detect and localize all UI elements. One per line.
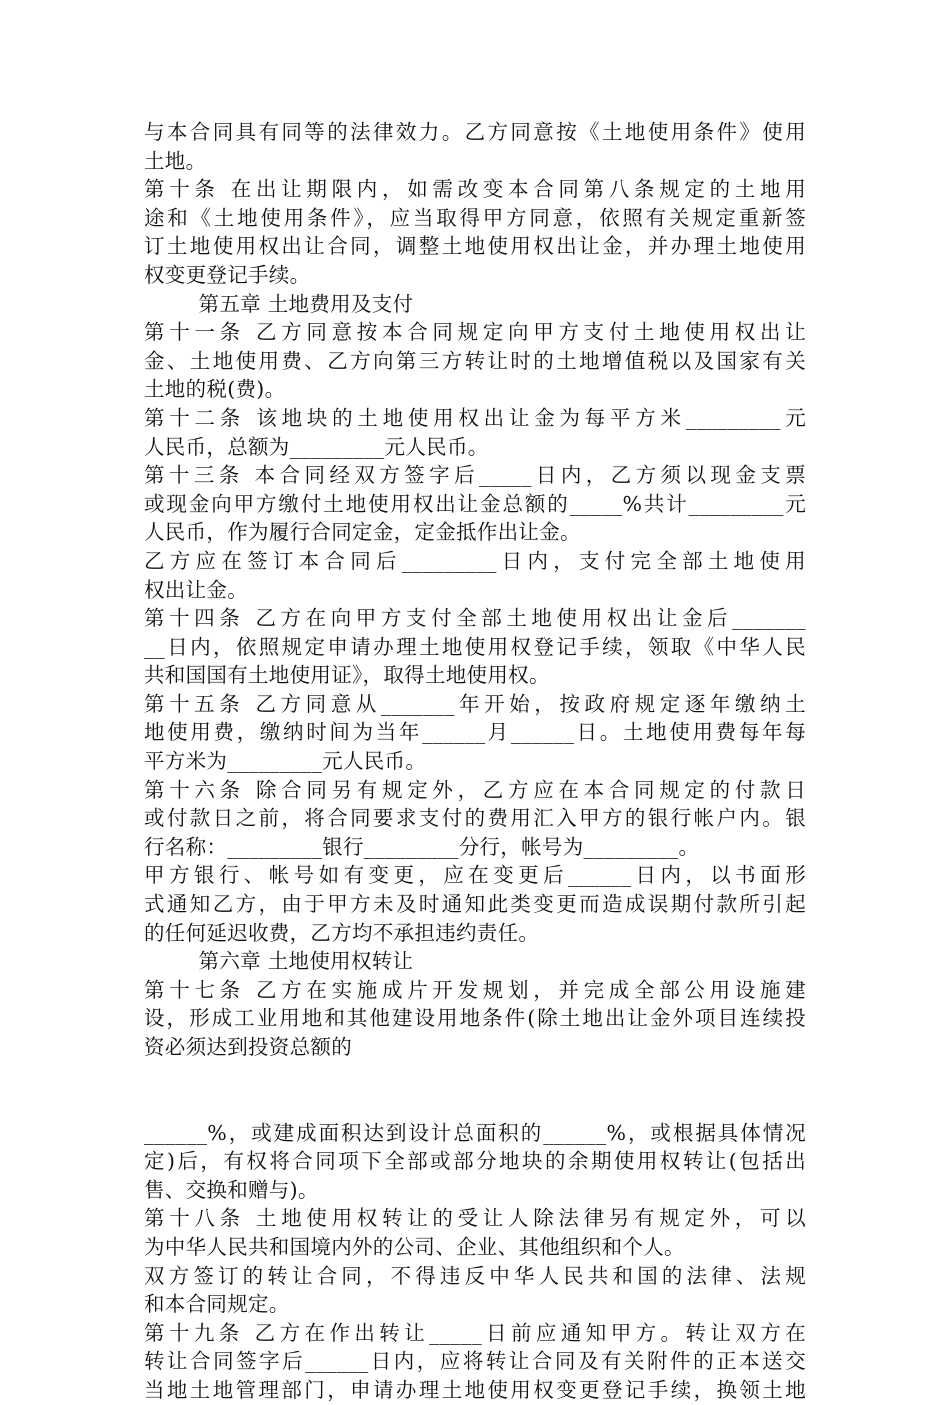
text-line: 第十一条 乙方同意按本合同规定向甲方支付土地使用权出让 [144, 320, 806, 345]
text-line: 第五章 土地费用及支付 [144, 291, 414, 316]
paragraph-gap [144, 1062, 806, 1119]
text-line: 式通知乙方，由于甲方未及时通知此类变更而造成误期付款所引起 [144, 892, 806, 917]
document-page [144, 118, 806, 1405]
text-line: 共和国国有土地使用证》，取得土地使用权。 [144, 663, 550, 688]
text-line: 当地土地管理部门，申请办理土地使用权变更登记手续，换领土地 [144, 1377, 806, 1402]
text-line: 乙方应在签订本合同后_________日内，支付完全部土地使用 [144, 548, 806, 573]
text-block-top [144, 118, 806, 1062]
text-line: 订土地使用权出让合同，调整土地使用权出让金，并办理土地使用 [144, 234, 806, 259]
text-line: 或现金向甲方缴付土地使用权出让金总额的_____%共计_________元 [144, 491, 806, 516]
text-line: 权变更登记手续。 [144, 262, 311, 287]
text-line: 或付款日之前，将合同要求支付的费用汇入甲方的银行帐户内。银 [144, 806, 806, 831]
text-line: 与本合同具有同等的法律效力。乙方同意按《土地使用条件》使用 [144, 120, 806, 144]
text-line: 设，形成工业用地和其他建设用地条件(除土地出让金外项目连续投 [144, 1006, 806, 1031]
text-line: 第十二条 该地块的土地使用权出让金为每平方米_________元 [144, 405, 806, 430]
text-line: 第十五条 乙方同意从_______年开始，按政府规定逐年缴纳土 [144, 691, 806, 716]
text-line: 资必须达到投资总额的 [144, 1035, 352, 1059]
text-line: 第十三条 本合同经双方签字后_____日内，乙方须以现金支票 [144, 463, 806, 488]
text-line: __日内，依照规定申请办理土地使用权登记手续，领取《中华人民 [144, 634, 806, 659]
text-line: 第十八条 土地使用权转让的受让人除法律另有规定外，可以 [144, 1206, 806, 1231]
text-line: 为中华人民共和国境内外的公司、企业、其他组织和个人。 [144, 1234, 685, 1259]
text-line: 售、交换和赠与)。 [144, 1177, 319, 1202]
text-line: 人民币，作为履行合同定金，定金抵作出让金。 [144, 520, 581, 545]
text-block-bottom [144, 1119, 806, 1405]
text-line: 第十四条 乙方在向甲方支付全部土地使用权出让金后_______ [144, 606, 806, 631]
text-line: 第十九条 乙方在作出转让_____日前应通知甲方。转让双方在 [144, 1320, 806, 1345]
text-line: 权出让金。 [144, 577, 248, 602]
text-line: 的任何延迟收费，乙方均不承担违约责任。 [144, 920, 540, 945]
text-line: 第十六条 除合同另有规定外，乙方应在本合同规定的付款日 [144, 777, 806, 802]
text-line: 土地的税(费)。 [144, 377, 286, 402]
text-line: 和本合同规定。 [144, 1292, 290, 1317]
text-line: 转让合同签字后______日内，应将转让合同及有关附件的正本送交 [144, 1349, 806, 1374]
text-line: 途和《土地使用条件》，应当取得甲方同意，依照有关规定重新签 [144, 205, 806, 230]
text-line: 金、土地使用费、乙方向第三方转让时的土地增值税以及国家有关 [144, 348, 806, 373]
text-line: 平方米为_________元人民币。 [144, 749, 427, 774]
text-line: ______%，或建成面积达到设计总面积的______%，或根据具体情况 [144, 1120, 806, 1145]
text-line: 人民币，总额为_________元人民币。 [144, 434, 489, 459]
text-line: 定)后，有权将合同项下全部或部分地块的余期使用权转让(包括出 [144, 1149, 806, 1174]
text-line: 甲方银行、帐号如有变更，应在变更后______日内，以书面形 [144, 863, 806, 888]
text-line: 土地。 [144, 148, 207, 173]
text-line: 行名称：_________银行_________分行，帐号为_________。 [144, 834, 700, 859]
text-line: 地使用费，缴纳时间为当年______月______日。土地使用费每年每 [144, 720, 806, 745]
text-line: 第十条 在出让期限内，如需改变本合同第八条规定的土地用 [144, 177, 806, 202]
text-line: 第六章 土地使用权转让 [144, 949, 414, 974]
text-line: 双方签订的转让合同，不得违反中华人民共和国的法律、法规 [144, 1263, 806, 1288]
text-line: 第十七条 乙方在实施成片开发规划，并完成全部公用设施建 [144, 977, 806, 1002]
